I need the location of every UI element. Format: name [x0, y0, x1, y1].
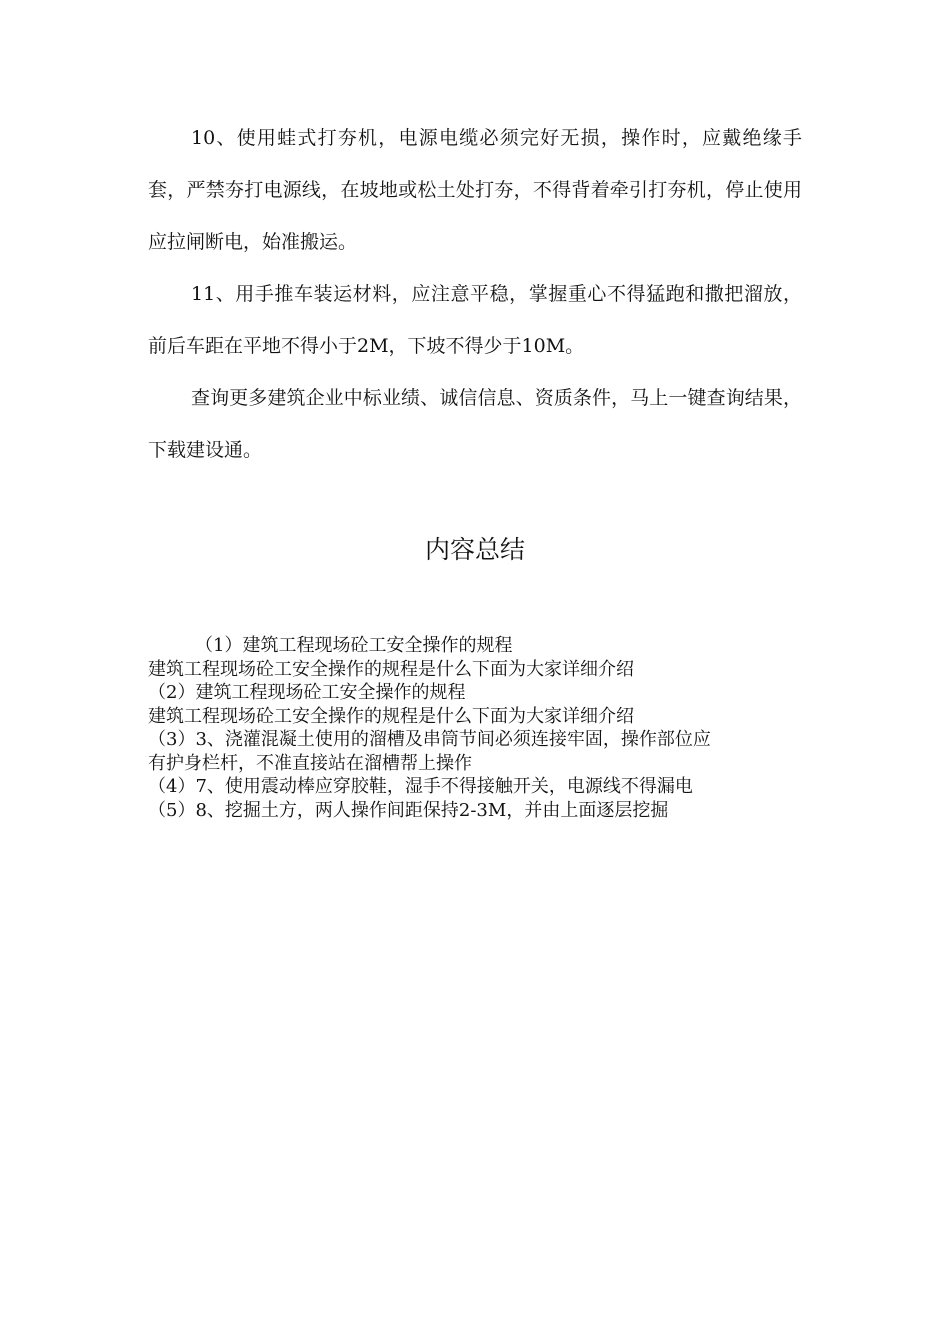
paragraph-rammer-safety: 10、使用蛙式打夯机，电源电缆必须完好无损，操作时，应戴绝缘手套，严禁夯打电源线，在坡地或松土处打夯，不得背着牵引打夯机，停止使用应拉闸断电，始准搬运。	[148, 127, 802, 253]
summary-title: 内容总结	[424, 535, 525, 564]
summary-line-6: 有护身栏杆，不准直接站在溜槽帮上操作	[148, 752, 472, 774]
paragraph-query-promo: 查询更多建筑企业中标业绩、诚信信息、资质条件，马上一键查询结果，下载建设通。	[148, 387, 802, 461]
summary-line-8: （5）8、挖掘土方，两人操作间距保持2-3M，并由上面逐层挖掘	[148, 799, 669, 821]
paragraph-handcart-safety: 11、用手推车装运材料，应注意平稳，掌握重心不得猛跑和撒把溜放，前后车距在平地不得小于2M，下坡不得少于10M。	[148, 283, 802, 357]
summary-line-5: （3）3、浇灌混凝土使用的溜槽及串筒节间必须连接牢固，操作部位应	[148, 729, 711, 750]
summary-line-4: 建筑工程现场砼工安全操作的规程是什么下面为大家详细介绍	[148, 705, 634, 727]
summary-line-2: 建筑工程现场砼工安全操作的规程是什么下面为大家详细介绍	[148, 658, 634, 680]
summary-list	[148, 634, 808, 822]
summary-line-3: （2）建筑工程现场砼工安全操作的规程	[148, 682, 466, 703]
summary-line-1: （1）建筑工程现场砼工安全操作的规程	[195, 635, 513, 656]
summary-line-7: （4）7、使用震动棒应穿胶鞋，湿手不得接触开关，电源线不得漏电	[148, 776, 693, 797]
